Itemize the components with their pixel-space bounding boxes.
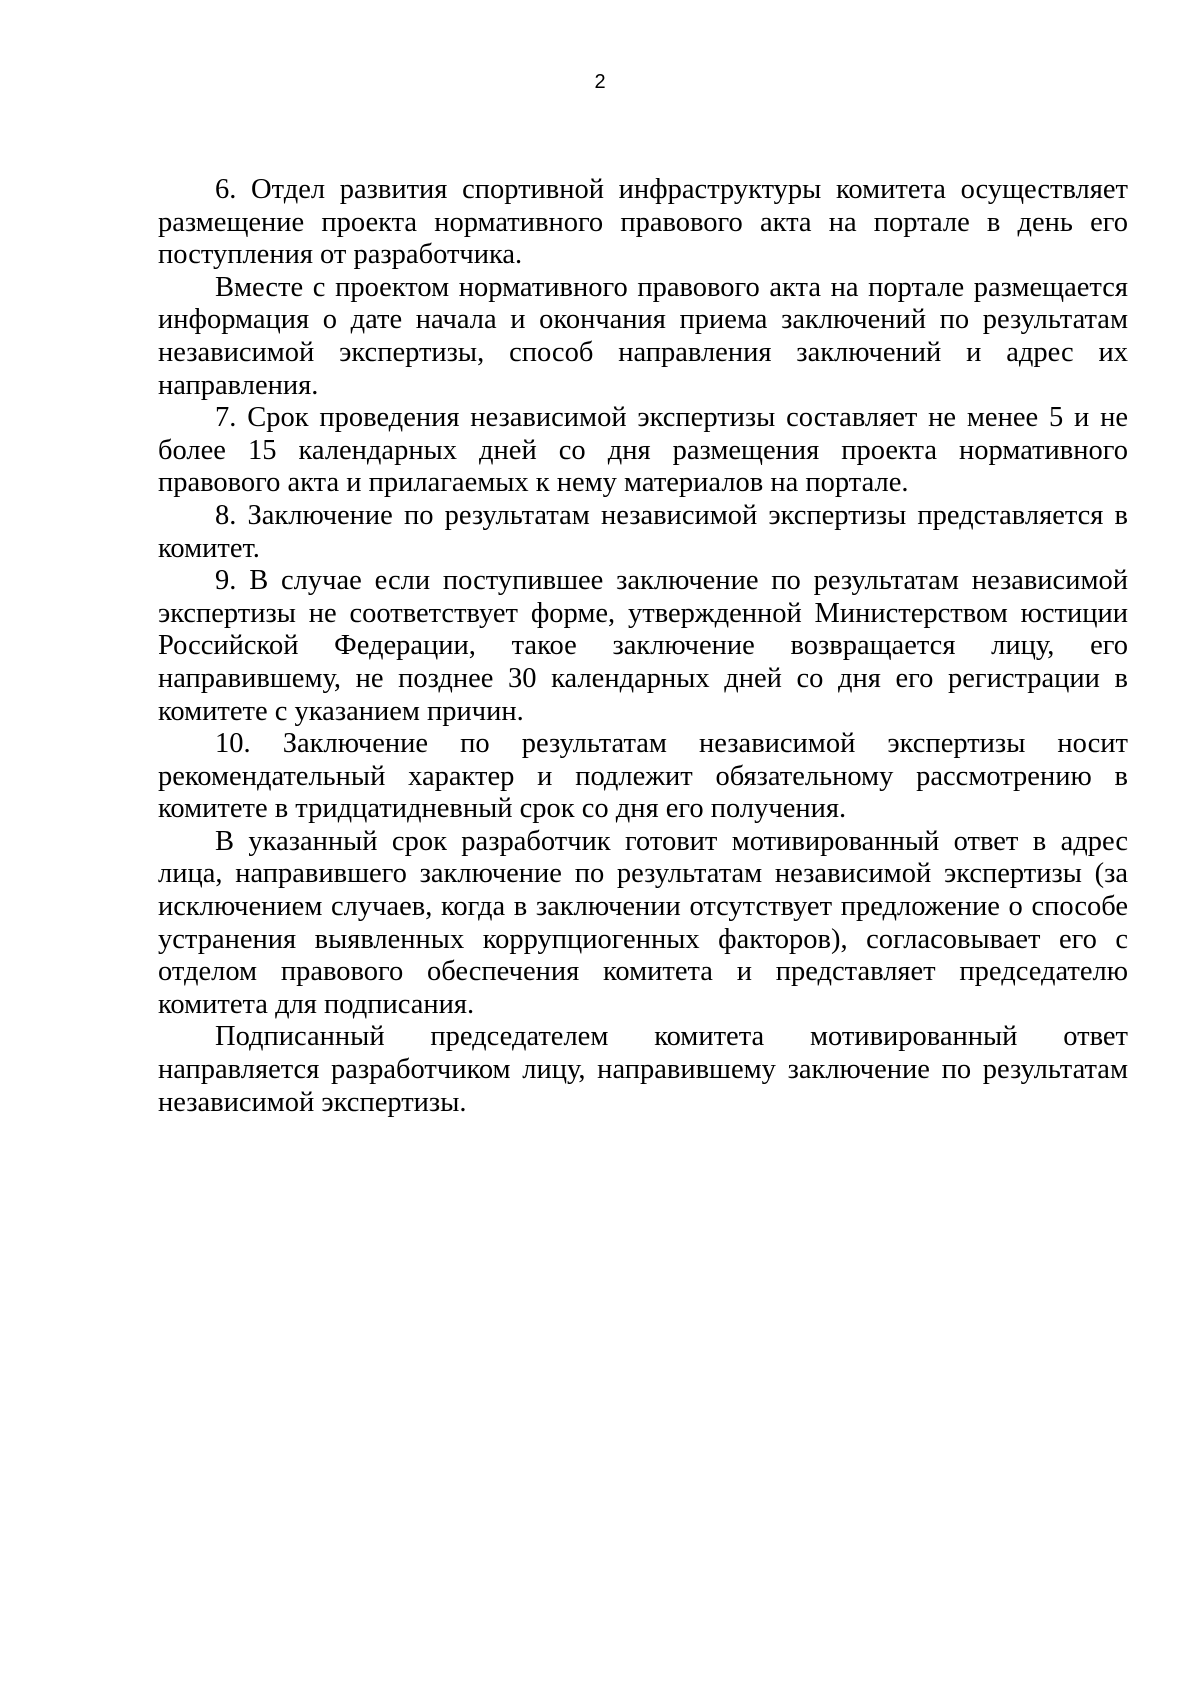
paragraph-10-final: Подписанный председателем комитета мотивированный ответ направляется разработчиком лицу, направившему заключение по результатам независимой экспертизы. xyxy=(158,1021,1128,1118)
paragraph-10-continued: В указанный срок разработчик готовит мотивированный ответ в адрес лица, направившего заключение по результатам независимой экспертизы (за исключением случаев, когда в заключении отсутствует предложение о способе устранения выявленных коррупциогенных факторов), согласовывает его с отделом правового обеспечения комитета и представляет председателю комитета для подписания. xyxy=(158,825,1128,1020)
document-body xyxy=(158,174,1128,1119)
paragraph-6-continued: Вместе с проектом нормативного правового акта на портале размещается информация о дате начала и окончания приема заключений по результатам независимой экспертизы, способ направления заключений и адрес их направления. xyxy=(158,271,1128,401)
paragraph-7: 7. Срок проведения независимой экспертизы составляет не менее 5 и не более 15 календарных дней со дня размещения проекта нормативного правового акта и прилагаемых к нему материалов на портале. xyxy=(158,402,1128,499)
paragraph-10: 10. Заключение по результатам независимой экспертизы носит рекомендательный характер и подлежит обязательному рассмотрению в комитете в тридцатидневный срок со дня его получения. xyxy=(158,728,1128,825)
paragraph-9: 9. В случае если поступившее заключение по результатам независимой экспертизы не соответствует форме, утвержденной Министерством юстиции Российской Федерации, такое заключение возвращается лицу, его направившему, не позднее 30 календарных дней со дня его регистрации в комитете с указанием причин. xyxy=(158,565,1128,727)
paragraph-6: 6. Отдел развития спортивной инфраструктуры комитета осуществляет размещение проекта нормативного правового акта на портале в день его поступления от разработчика. xyxy=(158,174,1128,271)
paragraph-8: 8. Заключение по результатам независимой экспертизы представляется в комитет. xyxy=(158,499,1128,564)
page-number: 2 xyxy=(594,71,606,93)
